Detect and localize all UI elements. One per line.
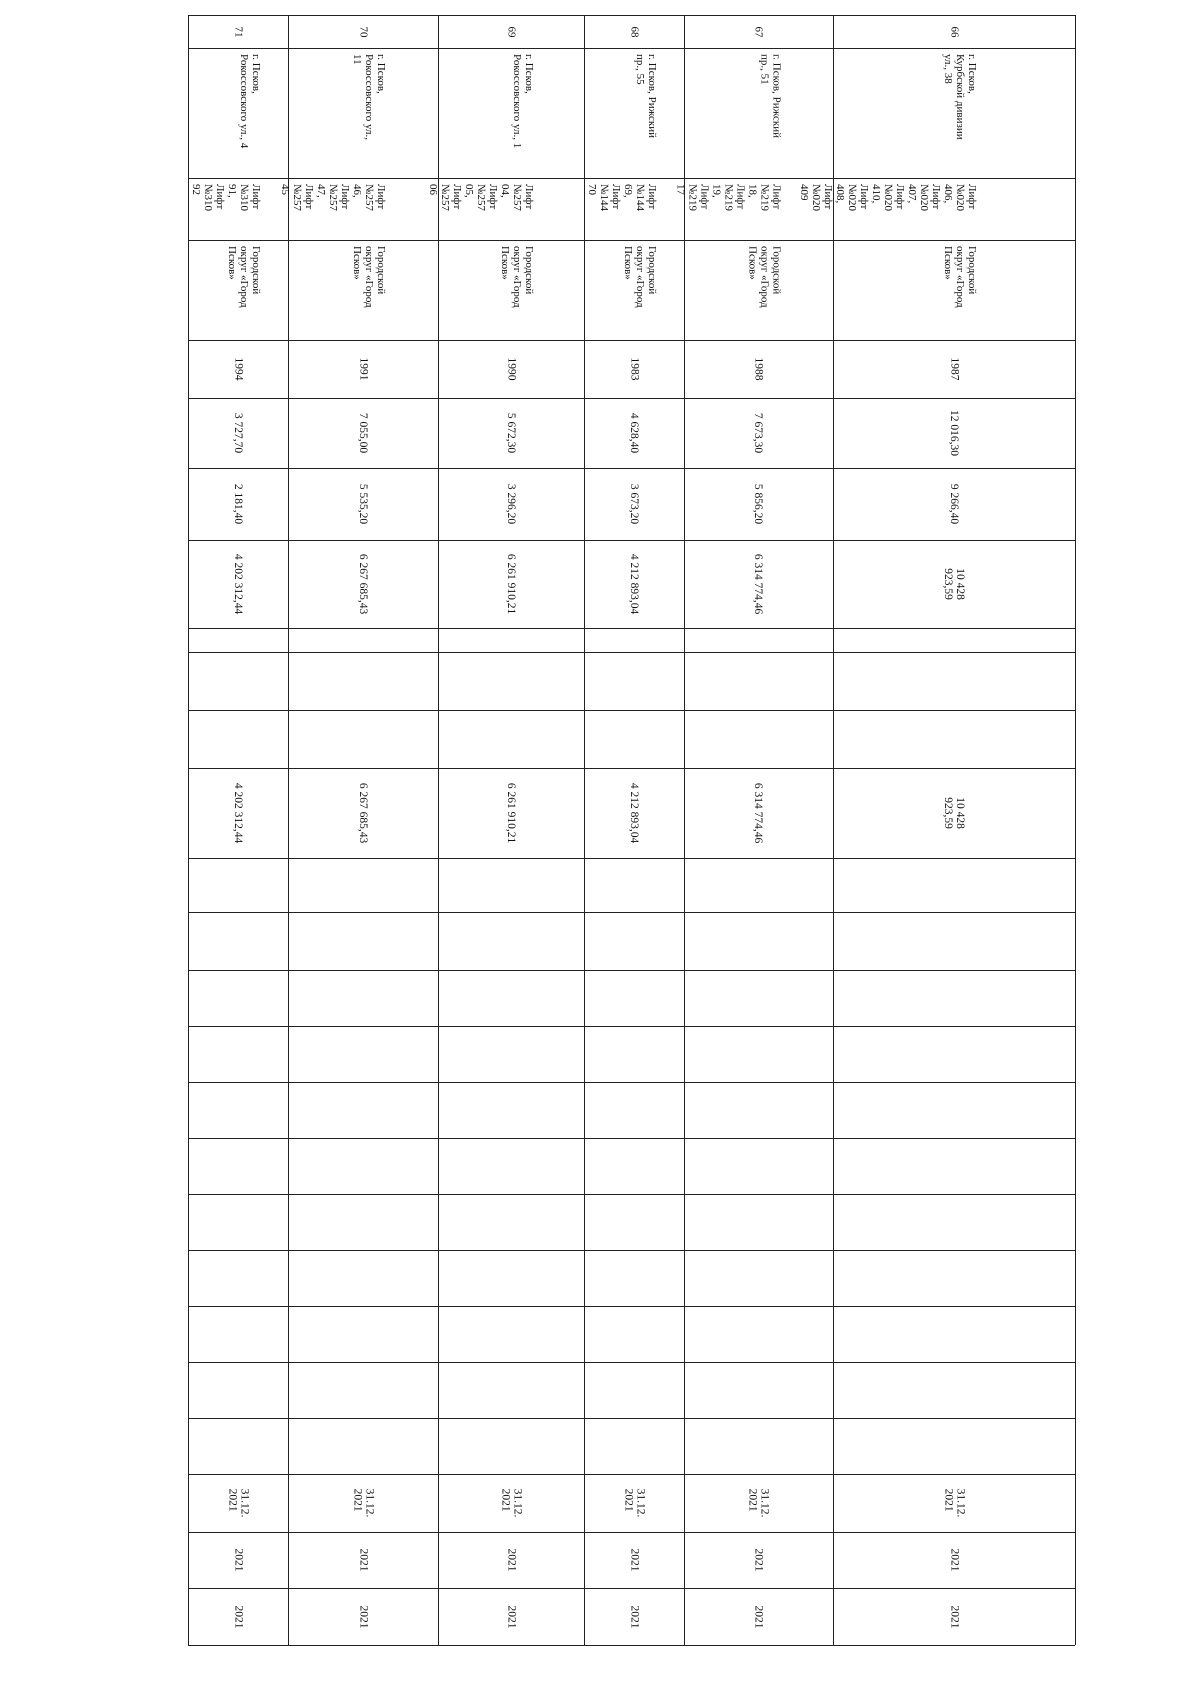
cell-area-total: [288, 398, 438, 468]
cell-text: 1983: [628, 357, 640, 381]
cell-text: 31.12. 2021: [942, 1488, 966, 1518]
cell-area-living: [188, 468, 288, 540]
cell-area-living: [288, 468, 438, 540]
cell-text: 6 261 910,21: [505, 553, 517, 615]
table-row-rule: [188, 858, 1075, 859]
cell-no: [188, 15, 288, 48]
cell-area-living: [584, 468, 684, 540]
cell-area-living: [684, 468, 833, 540]
table-row-rule: [188, 1306, 1075, 1307]
cell-lifts: [188, 178, 288, 240]
cell-text: 2021: [948, 1548, 960, 1572]
cell-text: Городской округ «Город Псков»: [622, 246, 658, 308]
cell-text: 1991: [357, 357, 369, 381]
cell-text: г. Псков, Рокоссовского ул., 1: [511, 54, 535, 149]
cell-text: Городской округ «Город Псков»: [746, 246, 783, 308]
cell-year-start: [833, 1532, 1075, 1588]
cell-owner: [584, 240, 684, 340]
cell-area-total: [188, 398, 288, 468]
cell-text: г. Псков, Рижский пр., 55: [634, 54, 658, 138]
cell-text: г. Псков, Рокоссовского ул., 11: [351, 54, 387, 140]
table-row-rule: [188, 1138, 1075, 1139]
cell-date: [188, 1474, 288, 1532]
cell-no: [833, 15, 1075, 48]
table-row-rule: [188, 628, 1075, 629]
cell-date: [684, 1474, 833, 1532]
cell-area-total: [833, 398, 1075, 468]
cell-text: г. Псков, Рокоссовского ул., 4: [238, 54, 262, 149]
cell-owner: [438, 240, 584, 340]
cell-year-start: [584, 1532, 684, 1588]
cell-text: Лифт №020 406, Лифт №020 407, Лифт №020 410, Лифт №020 408, Лифт №020 409: [798, 184, 978, 211]
cell-text: 1990: [505, 357, 517, 381]
cell-text: г. Псков, Курбской дивизии ул., 38: [942, 54, 978, 140]
cell-cost-lift: [188, 768, 288, 858]
table-row-rule: [188, 912, 1075, 913]
cell-text: 10 428 923,59: [942, 568, 966, 600]
cell-text: 5 535,20: [357, 483, 369, 525]
cell-text: 66: [948, 26, 960, 37]
table-row-rule: [188, 1026, 1075, 1027]
cell-text: 2021: [232, 1548, 244, 1572]
cell-text: 1988: [752, 357, 765, 381]
cell-year-start: [288, 1532, 438, 1588]
cell-text: 68: [628, 26, 640, 37]
cell-year-start: [438, 1532, 584, 1588]
cell-area-total: [438, 398, 584, 468]
cell-address: [833, 48, 1075, 178]
cell-text: 4 202 312,44: [232, 553, 244, 615]
cell-text: 6 314 774,46: [752, 553, 765, 615]
cell-lifts: [798, 178, 1075, 240]
cell-date: [833, 1474, 1075, 1532]
cell-year-end: [833, 1588, 1075, 1645]
cell-text: Лифт №310 91, Лифт №310 92: [190, 184, 262, 211]
cell-text: 31.12. 2021: [226, 1488, 250, 1518]
cell-text: 67: [752, 26, 765, 37]
table-row-rule: [188, 1250, 1075, 1251]
cell-text: 70: [357, 26, 369, 37]
cell-text: 5 856,20: [752, 483, 765, 525]
cell-text: 2021: [357, 1548, 369, 1572]
cell-year-end: [684, 1588, 833, 1645]
cell-address: [438, 48, 584, 178]
cell-cost-lift: [438, 768, 584, 858]
table-row-rule: [188, 1082, 1075, 1083]
cell-text: 6 261 910,21: [505, 782, 517, 844]
cell-cost-total: [288, 540, 438, 628]
cell-year-start: [188, 1532, 288, 1588]
cell-text: Лифт №257 04, Лифт №257 05, Лифт №257 06: [427, 184, 535, 211]
cell-owner: [188, 240, 288, 340]
cell-text: 6 314 774,46: [752, 782, 765, 844]
cell-lifts: [427, 178, 584, 240]
cell-area-living: [833, 468, 1075, 540]
cell-cost-total: [684, 540, 833, 628]
cell-owner: [833, 240, 1075, 340]
cell-text: Лифт №219 18, Лифт №219 19, Лифт №219 17: [674, 184, 783, 211]
table-row-rule: [188, 970, 1075, 971]
cell-text: 2021: [232, 1605, 244, 1628]
cell-text: 31.12. 2021: [351, 1488, 375, 1518]
cell-no: [684, 15, 833, 48]
cell-year: [288, 340, 438, 398]
cell-text: 2021: [948, 1605, 960, 1628]
cell-text: 4 212 893,04: [628, 782, 640, 844]
cell-area-total: [584, 398, 684, 468]
table-row-rule: [188, 1362, 1075, 1363]
cell-text: г. Псков, Рижский пр., 51: [758, 54, 783, 138]
cell-year: [584, 340, 684, 398]
cell-text: 71: [232, 26, 244, 37]
cell-lifts: [584, 178, 684, 240]
cell-text: 7 055,00: [357, 412, 369, 454]
cell-address: [188, 48, 288, 178]
cell-year-start: [684, 1532, 833, 1588]
cell-text: Лифт №144 69, Лифт №144 70: [586, 184, 658, 211]
cell-date: [438, 1474, 584, 1532]
cell-text: 6 267 685,43: [357, 553, 369, 615]
cell-text: 31.12. 2021: [746, 1488, 771, 1518]
cell-text: 2021: [505, 1548, 517, 1572]
cell-text: 12 016,30: [948, 410, 960, 456]
cell-text: 3 296,20: [505, 483, 517, 525]
cell-no: [584, 15, 684, 48]
cell-cost-total: [833, 540, 1075, 628]
cell-text: 4 628,40: [628, 412, 640, 454]
cell-date: [584, 1474, 684, 1532]
cell-year: [438, 340, 584, 398]
cell-address: [684, 48, 833, 178]
cell-text: 2 181,40: [232, 483, 244, 525]
cell-address: [584, 48, 684, 178]
cell-owner: [684, 240, 833, 340]
cell-address: [288, 48, 438, 178]
cell-owner: [288, 240, 438, 340]
table-row-rule: [188, 710, 1075, 711]
cell-cost-total: [188, 540, 288, 628]
cell-text: 4 212 893,04: [628, 553, 640, 615]
cell-text: 2021: [628, 1548, 640, 1572]
cell-text: 3 673,20: [628, 483, 640, 525]
cell-cost-total: [438, 540, 584, 628]
cell-year-end: [438, 1588, 584, 1645]
cell-text: 3 727,70: [232, 412, 244, 454]
cell-text: 5 672,30: [505, 412, 517, 454]
table-column-rule: [1075, 15, 1076, 1645]
cell-year: [684, 340, 833, 398]
cell-area-total: [684, 398, 833, 468]
cell-text: Городской округ «Город Псков»: [499, 246, 535, 308]
cell-cost-total: [584, 540, 684, 628]
cell-text: Лифт №257 46, Лифт №257 47, Лифт №257 45: [279, 184, 387, 211]
cell-text: 10 428 923,59: [942, 797, 966, 829]
cell-text: 2021: [357, 1605, 369, 1628]
table-row-rule: [188, 1194, 1075, 1195]
cell-year: [833, 340, 1075, 398]
cell-text: Городской округ «Город Псков»: [942, 246, 978, 308]
cell-text: 31.12. 2021: [622, 1488, 646, 1518]
cell-text: 2021: [628, 1605, 640, 1628]
table-row-rule: [188, 1645, 1075, 1646]
cell-year: [188, 340, 288, 398]
cell-cost-lift: [684, 768, 833, 858]
cell-text: 1987: [948, 357, 960, 381]
cell-year-end: [188, 1588, 288, 1645]
cell-text: 7 673,30: [752, 412, 765, 454]
cell-no: [438, 15, 584, 48]
cell-year-end: [584, 1588, 684, 1645]
cell-text: 2021: [505, 1605, 517, 1628]
cell-text: Городской округ «Город Псков»: [351, 246, 387, 308]
cell-lifts: [279, 178, 438, 240]
cell-no: [288, 15, 438, 48]
cell-cost-lift: [833, 768, 1075, 858]
cell-cost-lift: [584, 768, 684, 858]
cell-text: 2021: [752, 1548, 765, 1572]
cell-text: 4 202 312,44: [232, 782, 244, 844]
table-row-rule: [188, 652, 1075, 653]
cell-text: 6 267 685,43: [357, 782, 369, 844]
cell-text: Городской округ «Город Псков»: [226, 246, 262, 308]
cell-text: 31.12. 2021: [499, 1488, 523, 1518]
cell-cost-lift: [288, 768, 438, 858]
cell-area-living: [438, 468, 584, 540]
cell-text: 9 266,40: [948, 483, 960, 525]
cell-text: 69: [505, 26, 517, 37]
cell-text: 2021: [752, 1605, 765, 1628]
cell-year-end: [288, 1588, 438, 1645]
table-row-rule: [188, 1418, 1075, 1419]
cell-date: [288, 1474, 438, 1532]
cell-text: 1994: [232, 357, 244, 381]
